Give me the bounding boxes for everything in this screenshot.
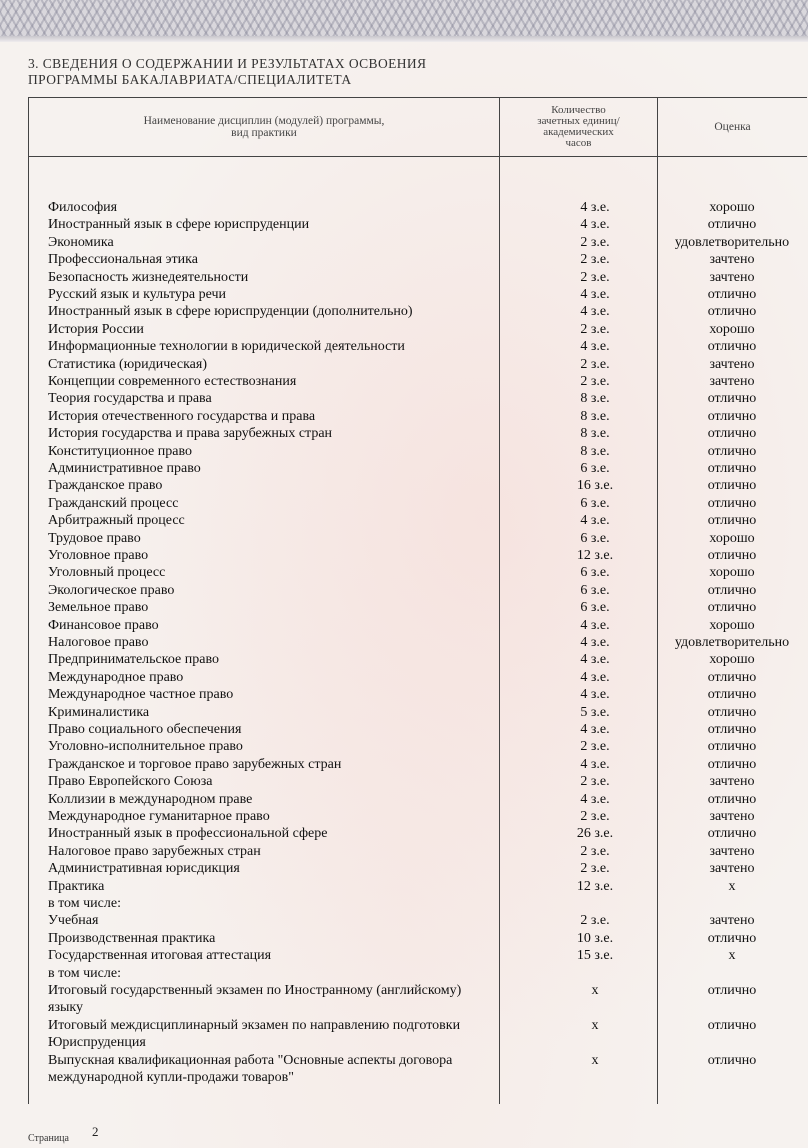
- grade-cell: отлично: [707, 930, 757, 946]
- grade-cell: зачтено: [709, 269, 755, 285]
- grade-cell: зачтено: [709, 356, 755, 372]
- discipline-name: [48, 1017, 504, 1052]
- grade-cell: хорошо: [709, 652, 755, 668]
- credits-cell: 8 з.е.: [580, 391, 610, 407]
- discipline-name-line1: Государственная итоговая аттестация: [48, 948, 272, 964]
- discipline-name: [48, 582, 504, 599]
- credits-cell: 2 з.е.: [580, 321, 610, 337]
- grade-cell: хорошо: [709, 200, 755, 215]
- credits-cell: 2 з.е.: [580, 374, 610, 389]
- discipline-name-line1: Гражданский процесс: [48, 495, 179, 511]
- grade-cell: отлично: [707, 513, 757, 529]
- grade-cell: отлично: [707, 443, 757, 459]
- discipline-name-line1: Право социального обеспечения: [48, 722, 242, 737]
- discipline-name: [48, 251, 504, 268]
- discipline-name-line1: Административная юрисдикция: [48, 861, 240, 877]
- grade-cell: удовлетворительно: [674, 635, 790, 650]
- credits-cell: 4 з.е.: [580, 756, 610, 772]
- discipline-name-line1: Итоговый междисциплинарный экзамен по направлению подготовки: [48, 1017, 461, 1033]
- discipline-name-line1: Административное право: [48, 461, 201, 476]
- grade-cell: отлично: [707, 339, 757, 355]
- discipline-name-line1: Арбитражный процесс: [48, 513, 185, 529]
- discipline-name: [48, 860, 504, 877]
- discipline-name-line2: языку: [48, 1000, 83, 1016]
- discipline-name-line1: Земельное право: [48, 600, 149, 616]
- discipline-name: [48, 547, 504, 564]
- grade-cell: отлично: [707, 408, 757, 424]
- discipline-name: [48, 216, 504, 233]
- credits-cell: 2 з.е.: [580, 913, 610, 929]
- discipline-name: [48, 947, 504, 964]
- grade-cell: удовлетворительно: [674, 234, 790, 250]
- discipline-name: [48, 965, 504, 982]
- header-discipline-line2: вид практики: [231, 127, 297, 139]
- discipline-name-line1: Производственная практика: [48, 930, 216, 946]
- discipline-name-line1: Международное право: [48, 669, 184, 685]
- discipline-name-line1: в том числе:: [48, 965, 121, 981]
- grade-cell: отлично: [707, 739, 757, 755]
- credits-cell: 4 з.е.: [580, 652, 610, 668]
- credits-cell: 15 з.е.: [576, 948, 614, 964]
- discipline-name-line1: Финансовое право: [48, 617, 159, 633]
- discipline-name-line1: Коллизии в международном праве: [48, 791, 253, 807]
- grade-cell: зачтено: [709, 774, 755, 790]
- discipline-name: [48, 199, 504, 216]
- discipline-name-line1: Международное частное право: [48, 687, 234, 703]
- credits-cell: 4 з.е.: [580, 339, 610, 355]
- discipline-name: [48, 756, 504, 773]
- discipline-name: [48, 530, 504, 547]
- discipline-name-line1: Криминалистика: [48, 704, 150, 720]
- credits-cell: 6 з.е.: [580, 600, 610, 616]
- grade-cell: отлично: [707, 600, 757, 616]
- grade-cell: отлично: [707, 582, 757, 598]
- discipline-name-line1: Экономика: [48, 234, 114, 250]
- discipline-name: [48, 512, 504, 529]
- credits-cell: x: [591, 1017, 599, 1033]
- credits-cell: 6 з.е.: [580, 530, 610, 546]
- grade-cell: отлично: [707, 687, 757, 703]
- discipline-name-line1: Налоговое право зарубежных стран: [48, 843, 261, 859]
- discipline-name: [48, 686, 504, 703]
- header-credits-line4: часов: [565, 137, 592, 149]
- header-discipline: [29, 98, 499, 156]
- grade-cell: отлично: [707, 461, 757, 476]
- discipline-name-line1: Трудовое право: [48, 530, 141, 546]
- discipline-name: [48, 477, 504, 494]
- credits-cell: 4 з.е.: [580, 513, 610, 529]
- discipline-name: [48, 303, 504, 320]
- discipline-name-line1: Международное гуманитарное право: [48, 809, 270, 824]
- discipline-name-line1: Уголовный процесс: [48, 565, 166, 581]
- credits-cell: 6 з.е.: [580, 582, 610, 598]
- discipline-name: [48, 738, 504, 755]
- discipline-name-line1: Итоговый государственный экзамен по Иностранному (английскому): [48, 983, 462, 998]
- discipline-name-line1: Учебная: [48, 913, 99, 929]
- grade-cell: хорошо: [709, 565, 755, 581]
- discipline-name-line1: Налоговое право: [48, 635, 149, 650]
- discipline-name: [48, 843, 504, 860]
- discipline-name: [48, 930, 504, 947]
- discipline-name: [48, 912, 504, 929]
- discipline-name: [48, 269, 504, 286]
- discipline-name-line1: Уголовное право: [48, 548, 149, 563]
- header-credits-line2: зачетных единиц/: [537, 115, 620, 127]
- discipline-name-line1: Гражданское и торговое право зарубежных стран: [48, 756, 342, 772]
- credits-cell: 12 з.е.: [576, 548, 614, 563]
- header-discipline-line1: Наименование дисциплин (модулей) программы,: [143, 115, 385, 127]
- grade-cell: отлично: [707, 826, 757, 842]
- credits-cell: 4 з.е.: [580, 791, 610, 807]
- discipline-name-line1: История отечественного государства и права: [48, 408, 316, 424]
- header-divider: [29, 156, 807, 157]
- grade-cell: отлично: [707, 304, 757, 320]
- grade-cell: зачтено: [709, 843, 755, 859]
- page-number: 2: [92, 1124, 99, 1139]
- discipline-name: [48, 390, 504, 407]
- discipline-name: [48, 808, 504, 825]
- credits-cell: 8 з.е.: [580, 443, 610, 459]
- credits-cell: 4 з.е.: [580, 200, 610, 215]
- header-grade: Оценка: [714, 121, 751, 133]
- discipline-name: [48, 234, 504, 251]
- credits-cell: 8 з.е.: [580, 426, 610, 442]
- discipline-name: [48, 773, 504, 790]
- credits-cell: 26 з.е.: [576, 826, 614, 842]
- section-title-line1: 3. СВЕДЕНИЯ О СОДЕРЖАНИИ И РЕЗУЛЬТАТАХ ОСВОЕНИЯ: [28, 56, 427, 71]
- credits-cell: 12 з.е.: [576, 878, 614, 894]
- credits-cell: 5 з.е.: [580, 704, 610, 720]
- grade-cell: зачтено: [709, 374, 755, 389]
- grade-cell: x: [728, 878, 736, 894]
- discipline-name-line1: Информационные технологии в юридической деятельности: [48, 339, 405, 355]
- discipline-name: [48, 356, 504, 373]
- grade-cell: отлично: [707, 495, 757, 511]
- discipline-name: [48, 791, 504, 808]
- header-credits: [500, 98, 657, 156]
- discipline-name: [48, 651, 504, 668]
- credits-cell: 2 з.е.: [580, 269, 610, 285]
- credits-cell: 4 з.е.: [580, 217, 610, 233]
- discipline-name-line1: Философия: [48, 200, 118, 215]
- discipline-name-line1: Иностранный язык в сфере юриспруденции (дополнительно): [48, 304, 413, 320]
- grade-cell: зачтено: [709, 913, 755, 929]
- grade-cell: отлично: [707, 704, 757, 720]
- discipline-name-line1: Выпускная квалификационная работа "Основные аспекты договора: [48, 1052, 453, 1068]
- header-credits-line3: академических: [543, 126, 614, 138]
- grade-cell: отлично: [707, 478, 757, 494]
- discipline-name-line1: Практика: [48, 878, 105, 894]
- credits-cell: 4 з.е.: [580, 635, 610, 650]
- discipline-name-line1: Гражданское право: [48, 478, 163, 494]
- discipline-name-line2: международной купли-продажи товаров": [48, 1070, 295, 1085]
- credits-cell: 4 з.е.: [580, 304, 610, 320]
- grade-cell: отлично: [707, 1017, 757, 1033]
- discipline-name: [48, 321, 504, 338]
- discipline-name: [48, 721, 504, 738]
- header-credits-line1: Количество: [551, 104, 606, 116]
- discipline-name: [48, 599, 504, 616]
- credits-cell: 2 з.е.: [580, 234, 610, 250]
- discipline-name-line1: Статистика (юридическая): [48, 356, 207, 372]
- credits-cell: 4 з.е.: [580, 669, 610, 685]
- discipline-name: [48, 460, 504, 477]
- discipline-name: [48, 495, 504, 512]
- section-title: [28, 56, 788, 88]
- discipline-name-line1: Предпринимательское право: [48, 652, 219, 668]
- discipline-name: [48, 443, 504, 460]
- discipline-name-line1: Безопасность жизнедеятельности: [48, 269, 249, 285]
- page-label: Страница: [28, 1133, 69, 1144]
- discipline-name: [48, 338, 504, 355]
- grade-cell: отлично: [707, 217, 757, 233]
- grade-cell: отлично: [707, 426, 757, 442]
- discipline-name-line1: в том числе:: [48, 896, 121, 911]
- credits-cell: 2 з.е.: [580, 774, 610, 790]
- credits-cell: 4 з.е.: [580, 287, 610, 302]
- credits-cell: 2 з.е.: [580, 739, 610, 755]
- grade-cell: отлично: [707, 791, 757, 807]
- discipline-name-line1: Концепции современного естествознания: [48, 374, 297, 389]
- discipline-name-line1: Экологическое право: [48, 582, 175, 598]
- credits-cell: 2 з.е.: [580, 861, 610, 877]
- grade-cell: зачтено: [709, 861, 755, 877]
- credits-cell: x: [591, 1052, 599, 1068]
- section-title-line2: ПРОГРАММЫ БАКАЛАВРИАТА/СПЕЦИАЛИТЕТА: [28, 72, 352, 87]
- discipline-name: [48, 286, 504, 303]
- discipline-name-line1: Право Европейского Союза: [48, 774, 213, 790]
- credits-cell: 2 з.е.: [580, 843, 610, 859]
- discipline-name: [48, 704, 504, 721]
- grade-cell: хорошо: [709, 617, 755, 633]
- discipline-name-line1: Русский язык и культура речи: [48, 287, 227, 302]
- grade-cell: отлично: [707, 1052, 757, 1068]
- discipline-name: [48, 425, 504, 442]
- grade-cell: отлично: [707, 756, 757, 772]
- security-border: [0, 0, 808, 42]
- discipline-name: [48, 669, 504, 686]
- grade-cell: x: [728, 948, 736, 964]
- discipline-name-line1: Иностранный язык в сфере юриспруденции: [48, 217, 310, 233]
- discipline-name: [48, 617, 504, 634]
- credits-cell: 8 з.е.: [580, 408, 610, 424]
- credits-cell: 6 з.е.: [580, 565, 610, 581]
- discipline-name-line1: История России: [48, 321, 144, 337]
- discipline-name-line1: Теория государства и права: [48, 391, 212, 407]
- discipline-name-line1: Профессиональная этика: [48, 252, 198, 268]
- discipline-name-line1: История государства и права зарубежных стран: [48, 426, 333, 442]
- discipline-name: [48, 634, 504, 651]
- discipline-name: [48, 373, 504, 390]
- discipline-name: [48, 825, 504, 842]
- discipline-name-line1: Уголовно-исполнительное право: [48, 739, 243, 755]
- credits-cell: 2 з.е.: [580, 356, 610, 372]
- discipline-name: [48, 878, 504, 895]
- credits-cell: 16 з.е.: [576, 478, 614, 494]
- discipline-name: [48, 982, 504, 1017]
- discipline-name: [48, 895, 504, 912]
- credits-cell: 4 з.е.: [580, 687, 610, 703]
- grade-cell: зачтено: [709, 252, 755, 268]
- credits-cell: 4 з.е.: [580, 722, 610, 737]
- credits-cell: 2 з.е.: [580, 809, 610, 824]
- grade-cell: отлично: [707, 983, 757, 998]
- grade-cell: хорошо: [709, 321, 755, 337]
- discipline-name: [48, 564, 504, 581]
- grade-cell: отлично: [707, 669, 757, 685]
- grade-cell: отлично: [707, 722, 757, 737]
- credits-cell: 6 з.е.: [580, 495, 610, 511]
- grade-cell: хорошо: [709, 530, 755, 546]
- credits-cell: 2 з.е.: [580, 252, 610, 268]
- credits-cell: 10 з.е.: [576, 930, 614, 946]
- credits-cell: x: [591, 983, 599, 998]
- grade-cell: отлично: [707, 548, 757, 563]
- grade-cell: отлично: [707, 391, 757, 407]
- discipline-name-line1: Конституционное право: [48, 443, 192, 459]
- grade-cell: отлично: [707, 287, 757, 302]
- grade-cell: зачтено: [709, 809, 755, 824]
- discipline-name-line1: Иностранный язык в профессиональной сфере: [48, 826, 328, 842]
- discipline-name: [48, 1052, 504, 1087]
- credits-cell: 6 з.е.: [580, 461, 610, 476]
- credits-cell: 4 з.е.: [580, 617, 610, 633]
- discipline-name-line2: Юриспруденция: [48, 1035, 146, 1051]
- discipline-name: [48, 408, 504, 425]
